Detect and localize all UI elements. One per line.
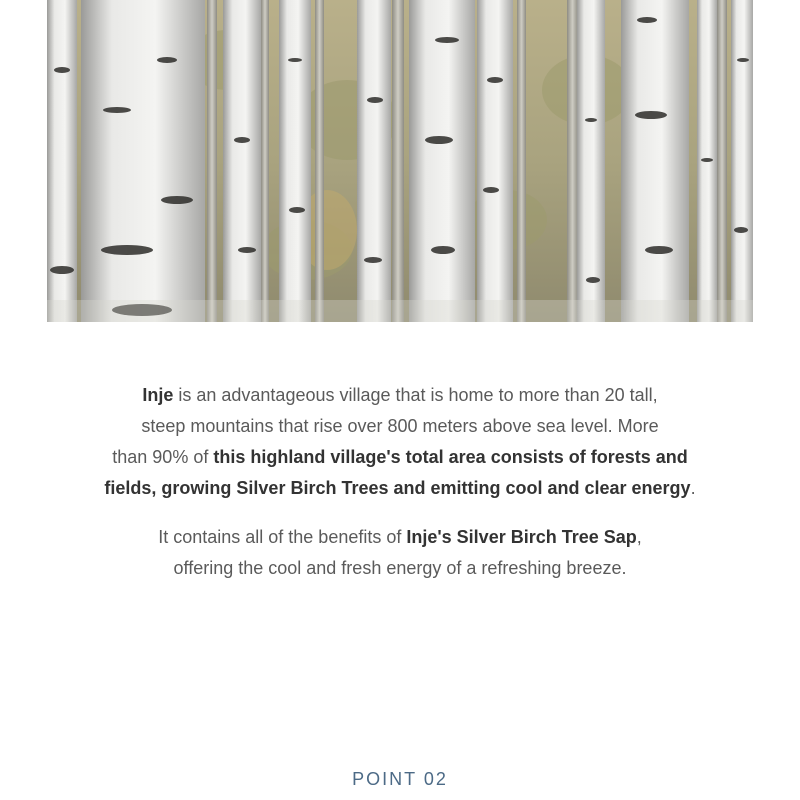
intro-line4-end: . [690,478,696,498]
intro-line3-bold: this highland village's total area consists of forests and [213,447,688,467]
benefits-line2: offering the cool and fresh energy of a refreshing breeze. [173,558,627,578]
intro-bold-inje: Inje [142,385,174,405]
benefits-line1-lead: It contains all of the benefits of [158,527,407,547]
intro-line1: is an advantageous village that is home to more than 20 tall, [173,385,658,405]
intro-line4-bold: fields, growing Silver Birch Trees and emitting cool and clear energy [104,478,691,498]
benefits-line1-end: , [636,527,642,547]
benefits-line1-bold: Inje's Silver Birch Tree Sap [406,527,637,547]
birch-forest-photo [47,0,753,322]
intro-line2: steep mountains that rise over 800 meters above sea level. More [141,416,659,436]
description-text [0,380,800,584]
intro-line3-lead: than 90% of [112,447,214,467]
intro-paragraph [0,380,800,504]
section-label: POINT 02 [352,769,448,789]
benefits-paragraph [0,522,800,584]
